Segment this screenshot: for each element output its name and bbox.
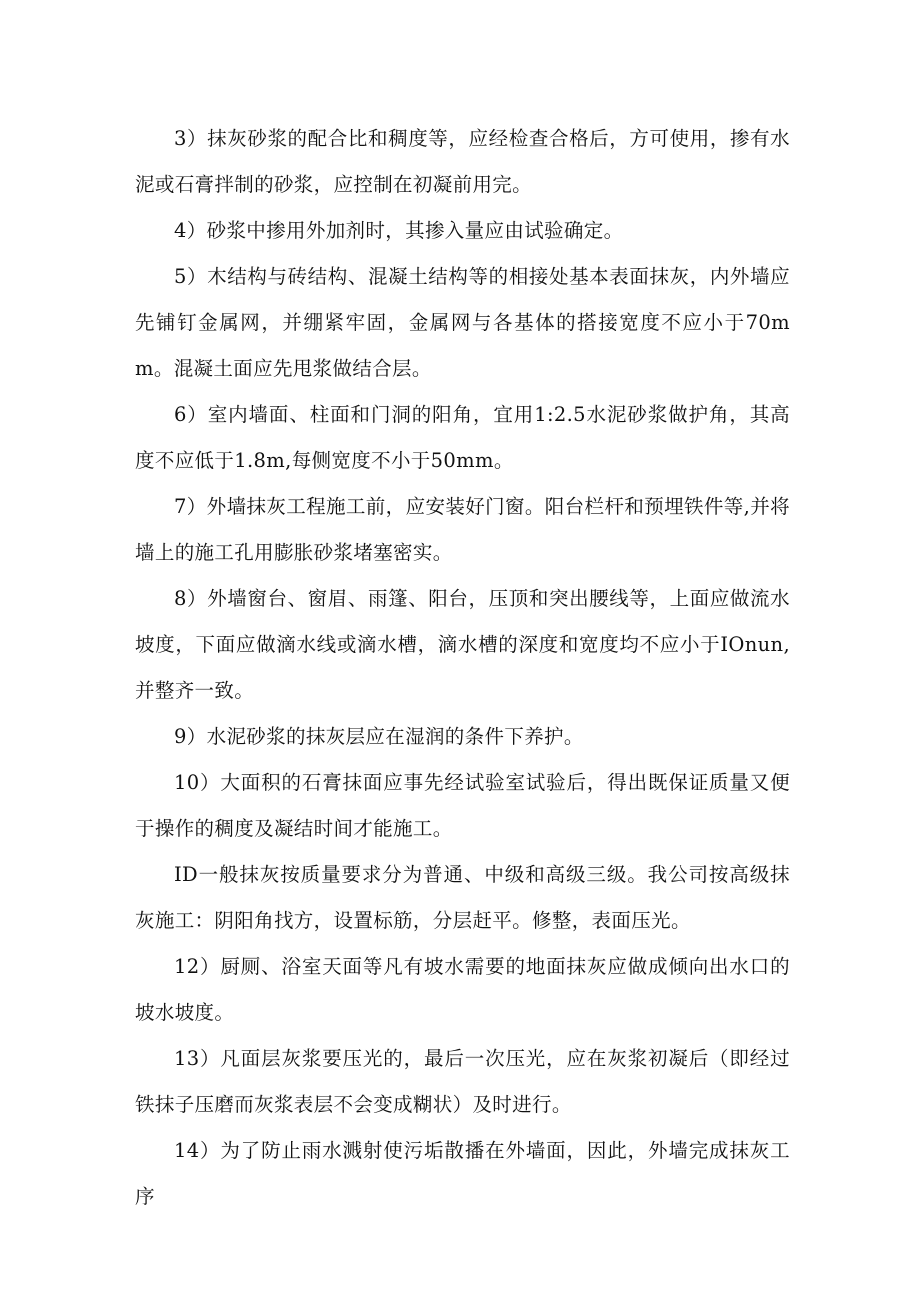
paragraph-item-4: 4）砂浆中掺用外加剂时，其掺入量应由试验确定。 — [174, 219, 624, 242]
paragraph-item-3: 3）抹灰砂浆的配合比和稠度等，应经检查合格后，方可使用，掺有水泥或石膏拌制的砂浆，应控制在初凝前用完。 — [135, 127, 790, 196]
paragraph-item-10: 10）大面积的石膏抹面应事先经试验室试验后，得出既保证质量又便于操作的稠度及凝结时间才能施工。 — [135, 771, 790, 840]
paragraph-item-12: 12）厨厕、浴室天面等凡有坡水需要的地面抹灰应做成倾向出水口的坡水坡度。 — [135, 955, 790, 1024]
paragraph-item-7: 7）外墙抹灰工程施工前，应安装好门窗。阳台栏杆和预埋铁件等,并将墙上的施工孔用膨胀砂浆堵塞密实。 — [135, 495, 790, 564]
paragraph-item-13: 13）凡面层灰浆要压光的，最后一次压光，应在灰浆初凝后（即经过铁抹子压磨而灰浆表层不会变成糊状）及时进行。 — [135, 1047, 790, 1116]
paragraph-item-9: 9）水泥砂浆的抹灰层应在湿润的条件下养护。 — [174, 725, 584, 748]
paragraph-item-8: 8）外墙窗台、窗眉、雨篷、阳台，压顶和突出腰线等，上面应做流水坡度，下面应做滴水线或滴水槽，滴水槽的深度和宽度均不应小于IOnun,并整齐一致。 — [135, 587, 790, 702]
paragraph-item-5: 5）木结构与砖结构、混凝土结构等的相接处基本表面抹灰，内外墙应先铺钉金属网，并绷紧牢固，金属网与各基体的搭接宽度不应小于70mm。混凝土面应先甩浆做结合层。 — [135, 265, 790, 380]
paragraph-item-6: 6）室内墙面、柱面和门洞的阳角，宜用1:2.5水泥砂浆做护角，其高度不应低于1.8m,每侧宽度不小于50mm。 — [135, 403, 790, 472]
paragraph-item-11: ID一般抹灰按质量要求分为普通、中级和高级三级。我公司按高级抹灰施工：阴阳角找方，设置标筋，分层赶平。修整，表面压光。 — [135, 863, 790, 932]
paragraph-item-14: 14）为了防止雨水溅射使污垢散播在外墙面，因此，外墙完成抹灰工序 — [135, 1139, 790, 1208]
